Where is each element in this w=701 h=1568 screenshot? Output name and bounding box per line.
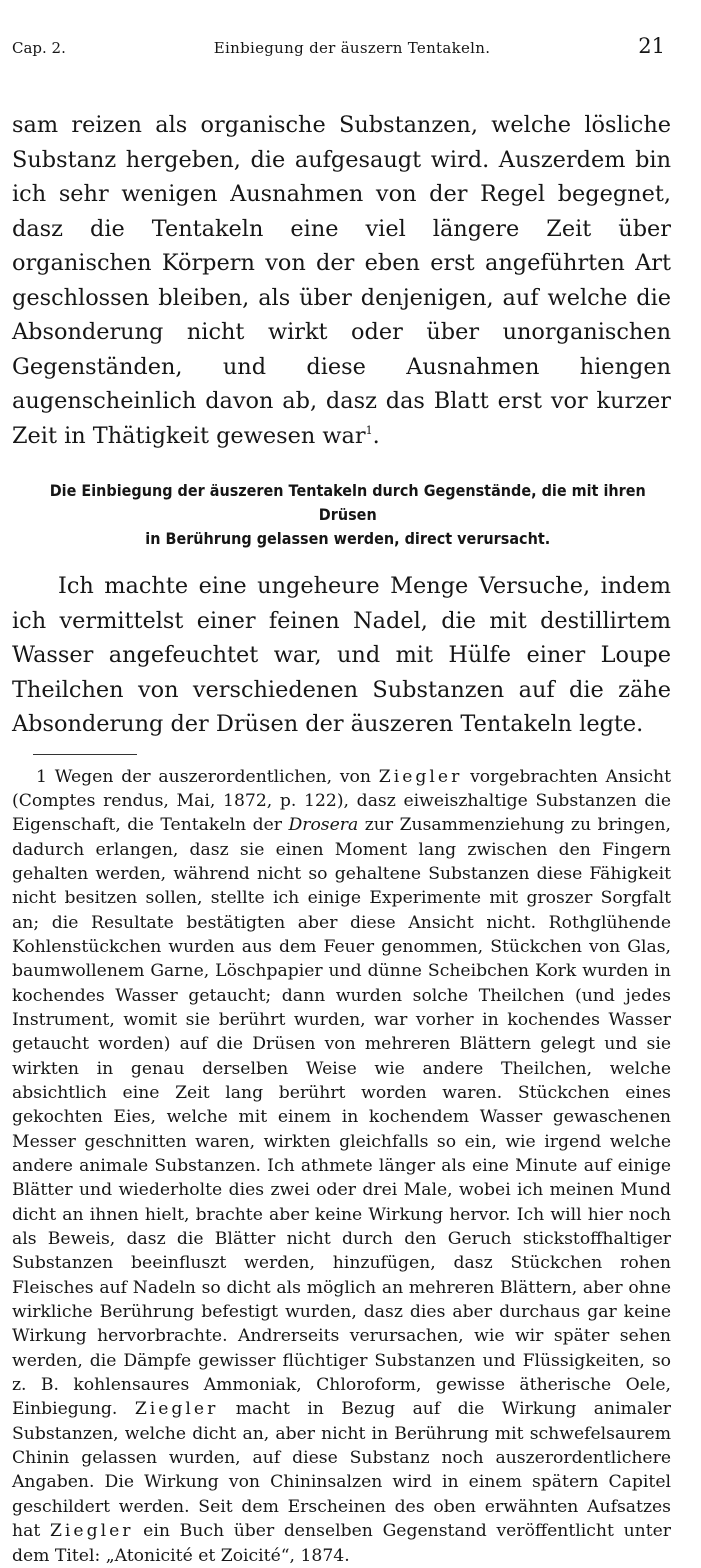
paragraph-1-text: sam reizen als organische Substanzen, welche lösliche Substanz hergeben, die aufgesaugt wird. Auszerdem bin ich sehr wenigen Ausnahmen von der Regel begegnet, dasz die Tentakeln eine viel längere Zeit über organischen Körpern von der eben erst angeführten Art geschlossen bleiben, als über denjenigen, auf welche die Absonderung nicht wirkt oder über unorganischen Gegenständen, und diese Ausnahmen hiengen augenscheinlich davon ab, dasz das Blatt erst vor kurzer Zeit in Thätigkeit gewesen war xyxy=(12,112,671,449)
footnote-text-4: macht in Bezug auf die Wirkung animaler Substanzen, welche dicht an, aber nicht in Berührung mit schwefelsaurem Chinin gelassen wurden, auf diese Substanz noch auszerordentlichere Angaben. Die Wirkung von Chininsalzen wird in einem spätern Capitel geschildert werden. Seit dem Erscheinen des oben erwähnten Aufsatzes hat xyxy=(12,1399,671,1542)
section-heading-line-2: in Berührung gelassen werden, direct verursacht. xyxy=(145,529,550,548)
running-head xyxy=(12,34,671,64)
chapter-label: Cap. 2. xyxy=(12,39,66,57)
footnote-text-5: ein Buch über denselben Gegenstand veröffentlicht unter dem Titel: „Atonicité et Zoicité“, 1874. xyxy=(12,1521,672,1566)
footnote-text-2: vorgebrachten Ansicht (Comptes rendus, Mai, 1872, p. 122), dasz eiweiszhaltige Substanzen die Eigenschaft, die Tentakeln der xyxy=(12,766,672,836)
page-number: 21 xyxy=(638,34,665,58)
footnote-genus: Drosera xyxy=(288,815,359,836)
footnote-reference: 1 xyxy=(365,423,373,437)
paragraph-continued xyxy=(12,108,671,453)
paragraph-2: Ich machte eine ungeheure Menge Versuche, indem ich vermittelst einer feinen Nadel, die mit destillirtem Wasser angefeuchtet war, und mit Hülfe einer Loupe Theilchen von verschiedenen Substanzen auf die zähe Absonderung der Drüsen der äuszeren Tentakeln legte. xyxy=(12,573,671,737)
footnote-divider xyxy=(33,754,137,755)
running-title: Einbiegung der äuszern Tentakeln. xyxy=(213,39,491,57)
section-heading xyxy=(13,479,682,551)
footnote-marker: 1 xyxy=(36,766,47,787)
footnote xyxy=(12,765,671,1568)
footnote-text-1: Wegen der auszerordentlichen, von xyxy=(54,766,371,787)
footnote-author: Ziegler xyxy=(134,1399,219,1420)
footnote-author: Ziegler xyxy=(378,766,463,787)
footnote-text-3: zur Zusammenziehung zu bringen, dadurch erlangen, dasz sie einen Moment lang zwischen den Fingern gehalten werden, während nicht so gehaltene Substanzen diese Fähigkeit nicht besitzen sollen, stellte ich einige Experimente mit groszer Sorgfalt an; die Resultate bestätigten aber diese Ansicht nicht. Rothglühende Kohlenstückchen wurden aus dem Feuer genommen, Stückchen von Glas, baumwollenem Garne, Löschpapier und dünne Scheibchen Kork wurden in kochendes Wasser getaucht; dann wurden solche Theilchen (und jedes Instrument, womit sie berührt wurden, war vorher in kochendes Wasser getaucht worden) auf die Drüsen von mehreren Blättern gelegt und sie wirkten in genau derselben Weise wie andere Theilchen, welche absichtlich eine Zeit lang berührt worden waren. Stückchen eines gekochten Eies, welche mit einem in kochendem Wasser gewaschenen Messer geschnitten waren, wirkten gleichfalls so ein, wie irgend welche andere animale Substanzen. Ich athmete länger als eine Minute auf einige Blätter und wiederholte dies zwei oder drei Male, wobei ich meinen Mund dicht an ihnen hielt, brachte aber keine Wirkung hervor. Ich will hier noch als Beweis, dasz die Blätter nicht durch den Geruch stickstoffhaltiger Substanzen beeinfluszt werden, hinzufügen, dasz Stückchen rohen Fleisches auf Nadeln so dicht als möglich an mehreren Blättern, aber ohne wirkliche Berührung befestigt wurden, dasz dies aber durchaus gar keine Wirkung hervorbrachte. Andrerseits verursachen, wie wir später sehen werden, die Dämpfe gewisser flüchtiger Substanzen und Flüssigkeiten, so z. B. kohlensaures Ammoniak, Chloroform, gewisse ätherische Oele, Einbiegung. xyxy=(12,815,671,1420)
paragraph-1-end: . xyxy=(372,422,380,449)
section-heading-line-1: Die Einbiegung der äuszeren Tentakeln durch Gegenstände, die mit ihren Drüsen xyxy=(49,481,646,524)
footnote-author: Ziegler xyxy=(49,1521,134,1542)
